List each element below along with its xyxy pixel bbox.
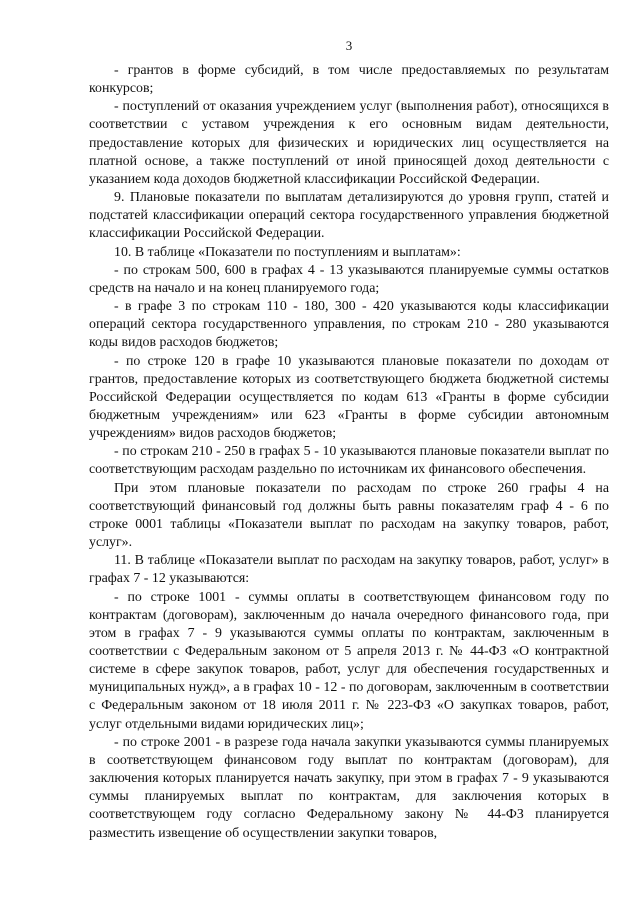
paragraph: - в графе 3 по строкам 110 - 180, 300 - 420 указываются коды классификации операций сектора государственного управления, по строкам 210 - 280 указываются коды видов расходов бюджетов;: [89, 299, 609, 351]
paragraph: - поступлений от оказания учреждением услуг (выполнения работ), относящихся в соответствии с уставом учреждения к его основным видам деятельности, предоставление которых для физических и юридических лиц осуществляется на платной основе, а также поступлений от иной приносящей доход деятельности с указанием кода доходов бюджетной классификации Российской Федерации.: [89, 99, 609, 187]
paragraph: - по строке 2001 - в разрезе года начала закупки указываются суммы планируемых в соответствующем финансовом году выплат по контрактам (договорам), для заключения которых планируется начать закупку, при этом в графах 7 - 9 указываются суммы планируемых выплат по контрактам, для заключения которых в соответствующем году согласно Федеральному закону № 44-ФЗ планируется разместить извещение об осуществлении закупки товаров,: [89, 734, 609, 841]
paragraph: - по строке 120 в графе 10 указываются плановые показатели по доходам от грантов, предоставление которых из соответствующего бюджета бюджетной системы Российской Федерации осуществляется по кодам 613 «Гранты в форме субсидии бюджетным учреждениям» или 623 «Гранты в форме субсидии автономным учреждениям» видов расходов бюджетов;: [89, 353, 609, 442]
page-number: 3: [345, 38, 353, 53]
paragraph: 11. В таблице «Показатели выплат по расходам на закупку товаров, работ, услуг» в графах 7 - 12 указываются:: [89, 553, 609, 587]
paragraph: - по строке 1001 - суммы оплаты в соответствующем финансовом году по контрактам (договорам), заключенным до начала очередного финансового года, при этом в графах 7 - 9 указываются суммы оплаты по контрактам, заключенным в соответствии с Федеральным законом от 5 апреля 2013 г. № 44-ФЗ «О контрактной системе в сфере закупок товаров, работ, услуг для обеспечения государственных и муниципальных нужд», а в графах 10 - 12 - по договорам, заключенным в соответствии с Федеральным законом от 18 июля 2011 г. № 223-ФЗ «О закупках товаров, работ, услуг отдельными видами юридических лиц»;: [89, 589, 609, 732]
paragraph: - грантов в форме субсидий, в том числе предоставляемых по результатам конкурсов;: [89, 63, 609, 97]
paragraph: - по строкам 500, 600 в графах 4 - 13 указываются планируемые суммы остатков средств на начало и на конец планируемого года;: [89, 262, 609, 296]
paragraph: При этом плановые показатели по расходам по строке 260 графы 4 на соответствующий финансовый год должны быть равны показателям граф 4 - 6 по строке 0001 таблицы «Показатели выплат по расходам на закупку товаров, работ, услуг».: [89, 480, 609, 551]
paragraph: 10. В таблице «Показатели по поступлениям и выплатам»:: [114, 244, 461, 260]
paragraph: - по строкам 210 - 250 в графах 5 - 10 указываются плановые показатели выплат по соответствующим расходам раздельно по источникам их финансового обеспечения.: [89, 444, 609, 478]
document-body: [89, 62, 609, 843]
paragraph: 9. Плановые показатели по выплатам детализируются до уровня групп, статей и подстатей классификации операций сектора государственного управления бюджетной классификации Российской Федерации.: [89, 190, 609, 242]
